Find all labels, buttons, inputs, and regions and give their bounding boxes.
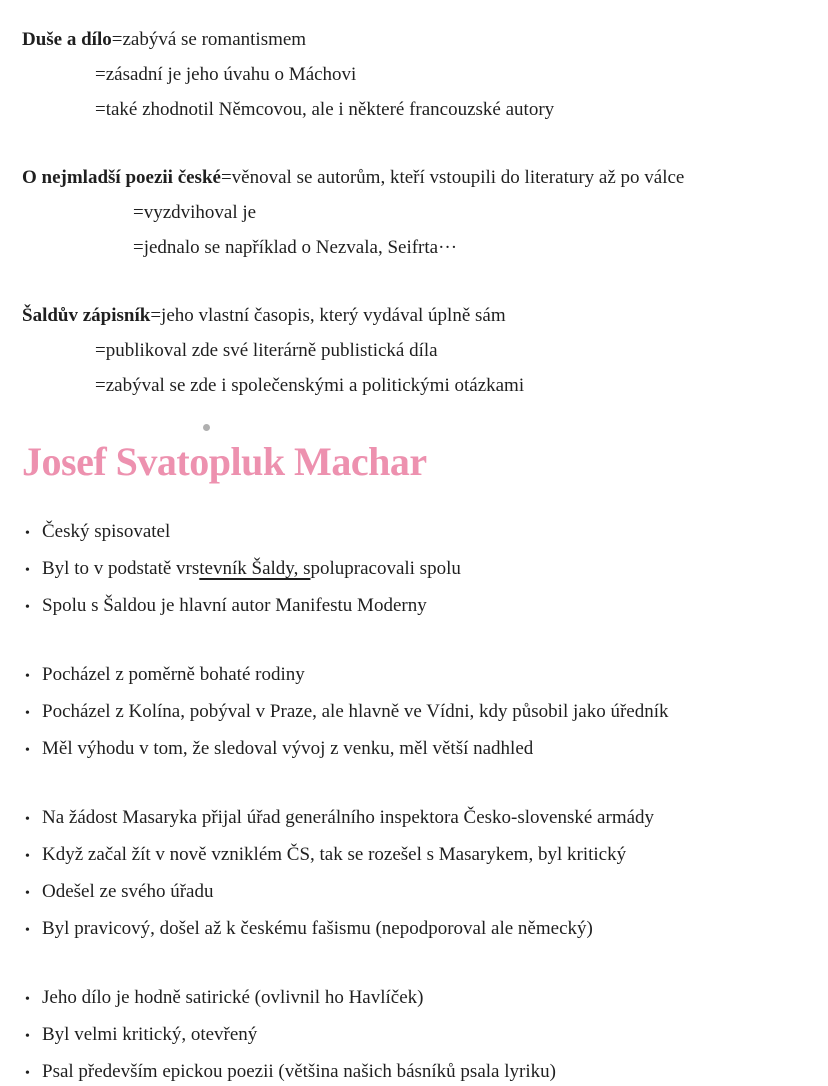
bullet-icon: • xyxy=(25,1029,30,1044)
definition-text: =věnoval se autorům, kteří vstoupili do literatury až po válce xyxy=(220,167,685,188)
definition-first-line xyxy=(22,160,810,195)
plain-text: Když začal žít v nově vzniklém ČS, tak se rozešel s Masarykem, byl kritický xyxy=(42,844,627,865)
definition-term: Šaldův zápisník xyxy=(22,305,151,326)
plain-text: Byl to v podstatě vrs xyxy=(42,558,200,579)
plain-text: Byl velmi kritický, otevřený xyxy=(42,1024,258,1045)
definition-subline: =zabýval se zde i společenskými a politickými otázkami xyxy=(95,375,525,396)
bullet-icon: • xyxy=(25,600,30,615)
list-item xyxy=(22,551,810,588)
list-item-text xyxy=(42,657,305,692)
definition-text: =jeho vlastní časopis, který vydával úplně sám xyxy=(150,305,506,326)
bullet-icon: • xyxy=(25,526,30,541)
plain-text: Na žádost Masaryka přijal úřad generálního inspektora Česko-slovenské armády xyxy=(42,807,655,828)
bullet-icon: • xyxy=(25,992,30,1007)
plain-text: Měl výhodu v tom, že sledoval vývoj z venku, měl větší nadhled xyxy=(42,738,534,759)
plain-text: Český spisovatel xyxy=(42,521,171,542)
list-item-text xyxy=(42,588,427,623)
plain-text: Pocházel z Kolína, pobýval v Praze, ale hlavně ve Vídni, kdy působil jako úředník xyxy=(42,701,669,722)
definition-text: =zabývá se romantismem xyxy=(111,29,307,50)
list-item-text xyxy=(42,911,593,946)
plain-text: Pocházel z poměrně bohaté rodiny xyxy=(42,664,305,685)
list-item xyxy=(22,588,810,625)
bullet-icon: • xyxy=(25,706,30,721)
plain-text: Psal především epickou poezii (většina našich básníků psala lyriku) xyxy=(42,1061,556,1082)
bullet-icon: • xyxy=(25,812,30,827)
definition-subline: =jednalo se například o Nezvala, Seifrta··· xyxy=(133,237,458,258)
underlined-text: tevník Šaldy, s xyxy=(199,558,311,579)
page-title: Josef Svatopluk Machar xyxy=(22,439,427,484)
list-item xyxy=(22,731,810,768)
list-item-text xyxy=(42,800,654,835)
definition-term: Duše a dílo xyxy=(22,29,112,50)
list-item xyxy=(22,837,810,874)
list-item-text xyxy=(42,694,669,729)
list-item-text xyxy=(42,874,213,909)
definition-subline: =vyzdvihoval je xyxy=(133,202,257,223)
definition-block xyxy=(22,160,810,265)
list-item xyxy=(22,911,810,948)
list-item xyxy=(22,1054,810,1086)
list-item-text xyxy=(42,551,461,586)
plain-text: Jeho dílo je hodně satirické (ovlivnil ho Havlíček) xyxy=(42,987,424,1008)
list-item-text xyxy=(42,837,626,872)
list-item-text xyxy=(42,980,423,1015)
bullet-icon: • xyxy=(25,743,30,758)
plain-text: Spolu s Šaldou je hlavní autor Manifestu Moderny xyxy=(42,595,427,616)
bullet-group xyxy=(22,657,810,768)
definition-blocks xyxy=(22,22,810,403)
bullet-group xyxy=(22,514,810,625)
list-item-text xyxy=(42,514,170,549)
definition-subline: =zásadní je jeho úvahu o Máchovi xyxy=(95,64,357,85)
definition-subline: =také zhodnotil Němcovou, ale i některé francouzské autory xyxy=(95,99,555,120)
list-item xyxy=(22,694,810,731)
definition-subline: =publikoval zde své literárně publistická díla xyxy=(95,340,438,361)
bullet-icon: • xyxy=(25,1066,30,1081)
bullet-icon: • xyxy=(25,886,30,901)
bullet-icon: • xyxy=(25,923,30,938)
list-item-text xyxy=(42,1054,556,1086)
definition-first-line xyxy=(22,298,810,333)
definition-term: O nejmladší poezii české xyxy=(22,167,221,188)
plain-text: Byl pravicový, došel až k českému fašismu (nepodporoval ale německý) xyxy=(42,918,593,939)
list-item xyxy=(22,874,810,911)
definition-block xyxy=(22,298,810,403)
bullet-group xyxy=(22,980,810,1086)
list-item xyxy=(22,514,810,551)
bullet-group xyxy=(22,800,810,948)
small-dot-icon xyxy=(203,424,210,431)
list-item xyxy=(22,980,810,1017)
list-item xyxy=(22,800,810,837)
bullet-icon: • xyxy=(25,849,30,864)
bullet-icon: • xyxy=(25,669,30,684)
definition-first-line xyxy=(22,22,810,57)
definition-block xyxy=(22,22,810,127)
list-item-text xyxy=(42,1017,257,1052)
list-item-text xyxy=(42,731,533,766)
plain-text: Odešel ze svého úřadu xyxy=(42,881,214,902)
plain-text: polupracovali spolu xyxy=(310,558,461,579)
list-item xyxy=(22,657,810,694)
section-heading-wrap xyxy=(22,436,810,488)
list-item xyxy=(22,1017,810,1054)
bullet-list-groups xyxy=(22,514,810,1086)
bullet-icon: • xyxy=(25,563,30,578)
